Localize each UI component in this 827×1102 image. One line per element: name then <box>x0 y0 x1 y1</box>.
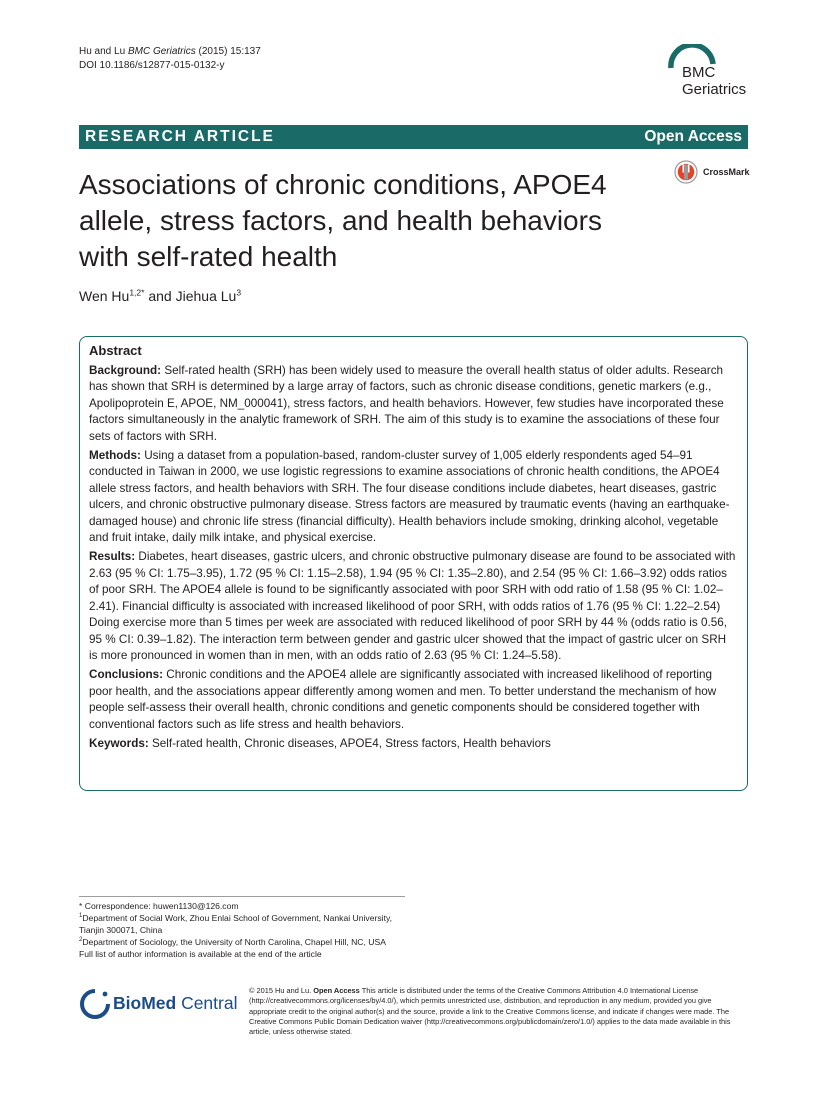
footnotes <box>79 900 399 960</box>
keywords-text: Self-rated health, Chronic diseases, APOE4, Stress factors, Health behaviors <box>152 736 551 750</box>
license-open-access: Open Access <box>313 986 360 995</box>
citation-volume: (2015) 15:137 <box>198 46 261 57</box>
citation-line <box>79 45 261 59</box>
citation-authors: Hu and Lu <box>79 46 126 57</box>
affiliation-text: Department of Sociology, the University of North Carolina, Chapel Hill, NC, USA <box>82 937 386 948</box>
abstract-methods <box>89 448 737 546</box>
affiliation-text: Department of Social Work, Zhou Enlai School of Government, Nankai University, Tianjin 300071, China <box>79 913 393 936</box>
section-label: Background: <box>89 364 162 377</box>
license-statement <box>249 986 749 1037</box>
abstract-results <box>89 549 737 664</box>
section-label: Methods: <box>89 449 141 463</box>
author-affiliation-marker: 3 <box>236 287 242 298</box>
section-text: Self-rated health (SRH) has been widely used to measure the overall health status of older adults. Research has shown that SRH is determined by a large array of factors, such as chronic disease conditions, genetic markers (e.g., Apolipoprotein E, APOE, NM_000041), stress factors, and health behaviors. However, few studies have incorporated these factors simultaneously in the analytic framework of SRH. The aim of this study is to examine the associations of these four sets of factors with SRH. <box>89 364 724 443</box>
citation-doi[interactable]: DOI 10.1186/s12877-015-0132-y <box>79 60 225 71</box>
section-label: Results: <box>89 550 136 564</box>
abstract-keywords <box>89 736 737 752</box>
section-text: Using a dataset from a population-based, random-cluster survey of 1,005 elderly respondents aged 54–91 conducted in Taiwan in 2000, we use logistic regressions to examine associations of chronic health conditions, the APOE4 allele stress factors, and health behaviors with SRH. The four disease conditions include diabetes, heart diseases, gastric ulcers, and chronic obstructive pulmonary disease. Stress factors are measured by traumatic events (having an earthquake-damaged house) and chronic life stress (financial difficulty). Health behaviors include smoking, drinking alcohol, vegetable and fruit intake, daily milk intake, and physical exercise. <box>89 449 730 545</box>
journal-logo <box>668 44 758 104</box>
section-text: Diabetes, heart diseases, gastric ulcers, and chronic obstructive pulmonary disease are found to be associated with 2.63 (95 % CI: 1.75–3.95), 1.72 (95 % CI: 1.15–2.58), 1.94 (95 % CI: 1.35–2.80), and 2.54 (95 % CI: 1.66–3.92) odds ratios of poor SRH. The APOE4 allele is found to be significantly associated with poor SRH with odd ratio of 1.58 (95 % CI: 1.02–2.41). Financial difficulty is associated with increased likelihood of poor SRH, with odds ratios of 1.76 (95 % CI: 1.22–2.54) Doing exercise more than 5 times per week are associated with reduced likelihood of poor SRH by 44 % (odds ratio is 0.56, 95 % CI: 0.39–1.82). The interaction term between gender and gastric ulcer showed that the impact of gastric ulcer on SRH is more pronounced in women than in men, with an odds ratio of 2.63 (95 % CI: 1.24–5.58). <box>89 550 736 662</box>
publisher-name-part1: BioMed <box>113 993 177 1013</box>
journal-logo-line1: BMC <box>682 64 716 81</box>
author-name[interactable]: Wen Hu <box>79 288 130 304</box>
affiliation-number: 2 <box>79 937 83 944</box>
abstract-background <box>89 363 737 445</box>
citation-header <box>79 45 261 73</box>
correspondence-note[interactable]: * Correspondence: huwen1130@126.com <box>79 901 239 911</box>
license-copyright: © 2015 Hu and Lu. <box>249 986 312 995</box>
journal-logo-line2: Geriatrics <box>682 81 747 98</box>
affiliation-2 <box>79 936 399 948</box>
section-label: Keywords: <box>89 736 149 750</box>
publisher-name <box>113 993 237 1014</box>
article-type-banner <box>79 125 748 149</box>
affiliation-1 <box>79 912 399 936</box>
article-type-label: RESEARCH ARTICLE <box>85 128 275 145</box>
publisher-name-part2: Central <box>176 993 238 1013</box>
article-title: Associations of chronic conditions, APOE4 allele, stress factors, and health behaviors with self-rated health <box>79 169 607 272</box>
author-affiliation-marker: 1,2* <box>129 287 145 298</box>
author-list <box>79 288 241 304</box>
citation-journal: BMC Geriatrics <box>127 46 196 57</box>
crossmark-badge[interactable] <box>674 160 754 186</box>
author-joiner: and <box>148 288 172 304</box>
abstract-conclusions <box>89 667 737 733</box>
affiliation-number: 1 <box>79 913 83 920</box>
publisher-logo <box>79 988 239 1020</box>
biomed-central-logo-icon <box>79 988 111 1020</box>
crossmark-icon <box>674 160 698 184</box>
abstract-box <box>79 336 748 791</box>
section-text: Chronic conditions and the APOE4 allele are significantly associated with increased likelihood of reporting poor health, and the associations appear differently among women and men. To better understand the mechanism of how people self-assess their overall health, chronic conditions and genetic components should be considered together with conventional factors such as life stress and health behaviors. <box>89 668 717 731</box>
abstract-heading: Abstract <box>89 343 142 358</box>
open-access-label: Open Access <box>644 128 742 145</box>
license-text: This article is distributed under the terms of the Creative Commons Attribution 4.0 International License (http://creativecommons.org/licenses/by/4.0/), which permits unrestricted use, distribution, and reproduction in any medium, provided you give appropriate credit to the original author(s) and the source, provide a link to the Creative Commons license, and indicate if changes were made. The Creative Commons Public Domain Dedication waiver (http://creativecommons.org/publicdomain/zero/1.0/) applies to the data made available in this article, unless otherwise stated. <box>249 986 731 1037</box>
author-name[interactable]: Jiehua Lu <box>175 288 237 304</box>
section-label: Conclusions: <box>89 668 164 682</box>
crossmark-label: CrossMark <box>703 167 750 177</box>
footnote-divider <box>79 896 405 897</box>
full-author-info-note: Full list of author information is available at the end of the article <box>79 949 322 960</box>
